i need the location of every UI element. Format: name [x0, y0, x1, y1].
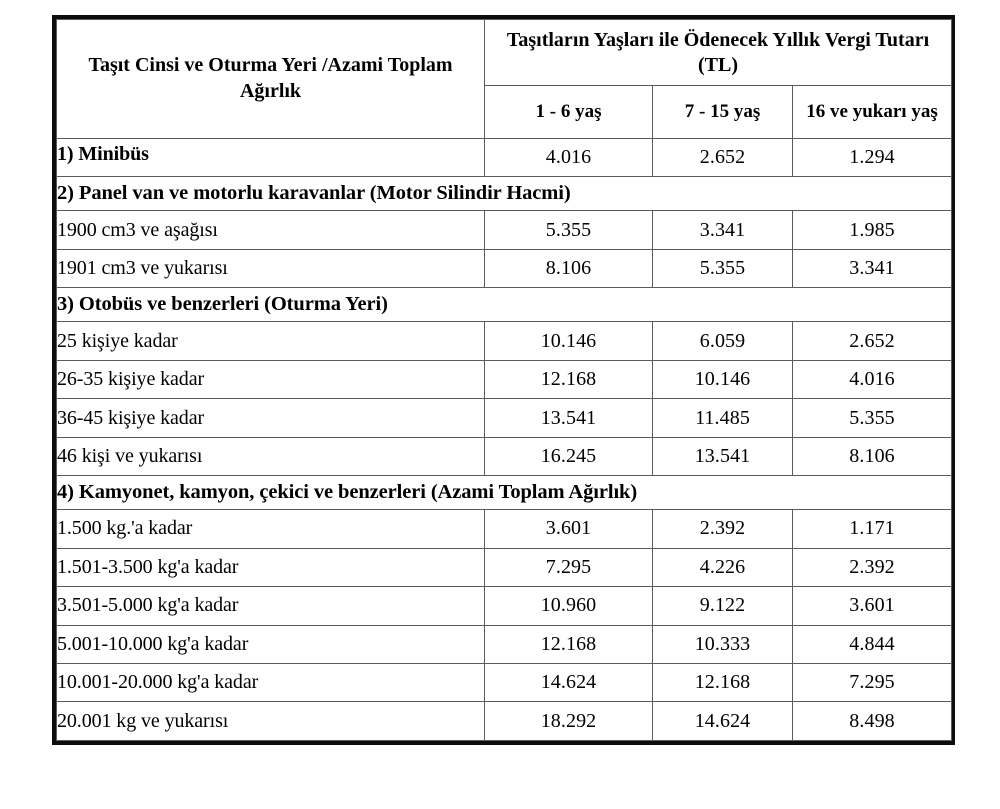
row-label: 1) Minibüs	[57, 139, 485, 177]
table-row	[57, 437, 952, 475]
table-header	[57, 20, 952, 139]
tax-amount-cell: 12.168	[485, 625, 653, 663]
tax-amount-cell: 1.171	[793, 510, 952, 548]
row-label: 1.501-3.500 kg'a kadar	[57, 548, 485, 586]
tax-amount-cell: 8.106	[793, 437, 952, 475]
tax-amount-cell: 9.122	[653, 587, 793, 625]
table-body	[57, 139, 952, 741]
table-row	[57, 322, 952, 360]
tax-amount-cell: 10.146	[485, 322, 653, 360]
section-label: 4) Kamyonet, kamyon, çekici ve benzerleri (Azami Toplam Ağırlık)	[57, 476, 952, 510]
tax-amount-cell: 6.059	[653, 322, 793, 360]
tax-amount-cell: 8.106	[485, 249, 653, 287]
tax-amount-cell: 14.624	[653, 702, 793, 741]
tax-amount-cell: 2.652	[793, 322, 952, 360]
tax-amount-cell: 4.226	[653, 548, 793, 586]
tax-amount-cell: 7.295	[793, 663, 952, 701]
header-age-7-15: 7 - 15 yaş	[653, 86, 793, 139]
table-section-row	[57, 177, 952, 211]
tax-amount-cell: 12.168	[485, 360, 653, 398]
row-label: 3.501-5.000 kg'a kadar	[57, 587, 485, 625]
table-row	[57, 625, 952, 663]
tax-amount-cell: 10.146	[653, 360, 793, 398]
tax-amount-cell: 8.498	[793, 702, 952, 741]
tax-amount-cell: 2.392	[793, 548, 952, 586]
table-row	[57, 702, 952, 741]
tax-amount-cell: 2.652	[653, 139, 793, 177]
tax-amount-cell: 4.016	[485, 139, 653, 177]
header-label-column: Taşıt Cinsi ve Oturma Yeri /Azami Toplam Ağırlık	[57, 20, 485, 139]
section-label: 2) Panel van ve motorlu karavanlar (Motor Silindir Hacmi)	[57, 177, 952, 211]
row-label: 46 kişi ve yukarısı	[57, 437, 485, 475]
tax-amount-cell: 1.294	[793, 139, 952, 177]
tax-amount-cell: 4.844	[793, 625, 952, 663]
header-row-top	[57, 20, 952, 86]
tax-amount-cell: 14.624	[485, 663, 653, 701]
table-row	[57, 510, 952, 548]
tax-amount-cell: 4.016	[793, 360, 952, 398]
tax-amount-cell: 13.541	[653, 437, 793, 475]
table-row	[57, 399, 952, 437]
table-row	[57, 663, 952, 701]
table-row	[57, 360, 952, 398]
table-row	[57, 548, 952, 586]
table-row	[57, 587, 952, 625]
table-row	[57, 249, 952, 287]
tax-amount-cell: 18.292	[485, 702, 653, 741]
row-label: 1900 cm3 ve aşağısı	[57, 211, 485, 249]
tax-amount-cell: 12.168	[653, 663, 793, 701]
tax-amount-cell: 16.245	[485, 437, 653, 475]
tax-amount-cell: 3.601	[485, 510, 653, 548]
tax-amount-cell: 5.355	[653, 249, 793, 287]
tax-amount-cell: 13.541	[485, 399, 653, 437]
tax-amount-cell: 5.355	[485, 211, 653, 249]
vehicle-tax-table	[56, 19, 952, 741]
tax-amount-cell: 11.485	[653, 399, 793, 437]
row-label: 5.001-10.000 kg'a kadar	[57, 625, 485, 663]
section-label: 3) Otobüs ve benzerleri (Oturma Yeri)	[57, 288, 952, 322]
header-age-16-plus: 16 ve yukarı yaş	[793, 86, 952, 139]
table-section-row	[57, 476, 952, 510]
row-label: 36-45 kişiye kadar	[57, 399, 485, 437]
tax-amount-cell: 3.341	[793, 249, 952, 287]
tax-amount-cell: 1.985	[793, 211, 952, 249]
tax-amount-cell: 2.392	[653, 510, 793, 548]
table-row	[57, 139, 952, 177]
header-span-title: Taşıtların Yaşları ile Ödenecek Yıllık Vergi Tutarı (TL)	[485, 20, 952, 86]
tax-amount-cell: 7.295	[485, 548, 653, 586]
row-label: 10.001-20.000 kg'a kadar	[57, 663, 485, 701]
table-row	[57, 211, 952, 249]
row-label: 20.001 kg ve yukarısı	[57, 702, 485, 741]
tax-amount-cell: 3.341	[653, 211, 793, 249]
tax-amount-cell: 10.960	[485, 587, 653, 625]
row-label: 25 kişiye kadar	[57, 322, 485, 360]
row-label: 26-35 kişiye kadar	[57, 360, 485, 398]
row-label: 1.500 kg.'a kadar	[57, 510, 485, 548]
tax-table-frame	[52, 15, 955, 745]
tax-amount-cell: 5.355	[793, 399, 952, 437]
header-age-1-6: 1 - 6 yaş	[485, 86, 653, 139]
tax-amount-cell: 3.601	[793, 587, 952, 625]
table-section-row	[57, 288, 952, 322]
tax-amount-cell: 10.333	[653, 625, 793, 663]
row-label: 1901 cm3 ve yukarısı	[57, 249, 485, 287]
